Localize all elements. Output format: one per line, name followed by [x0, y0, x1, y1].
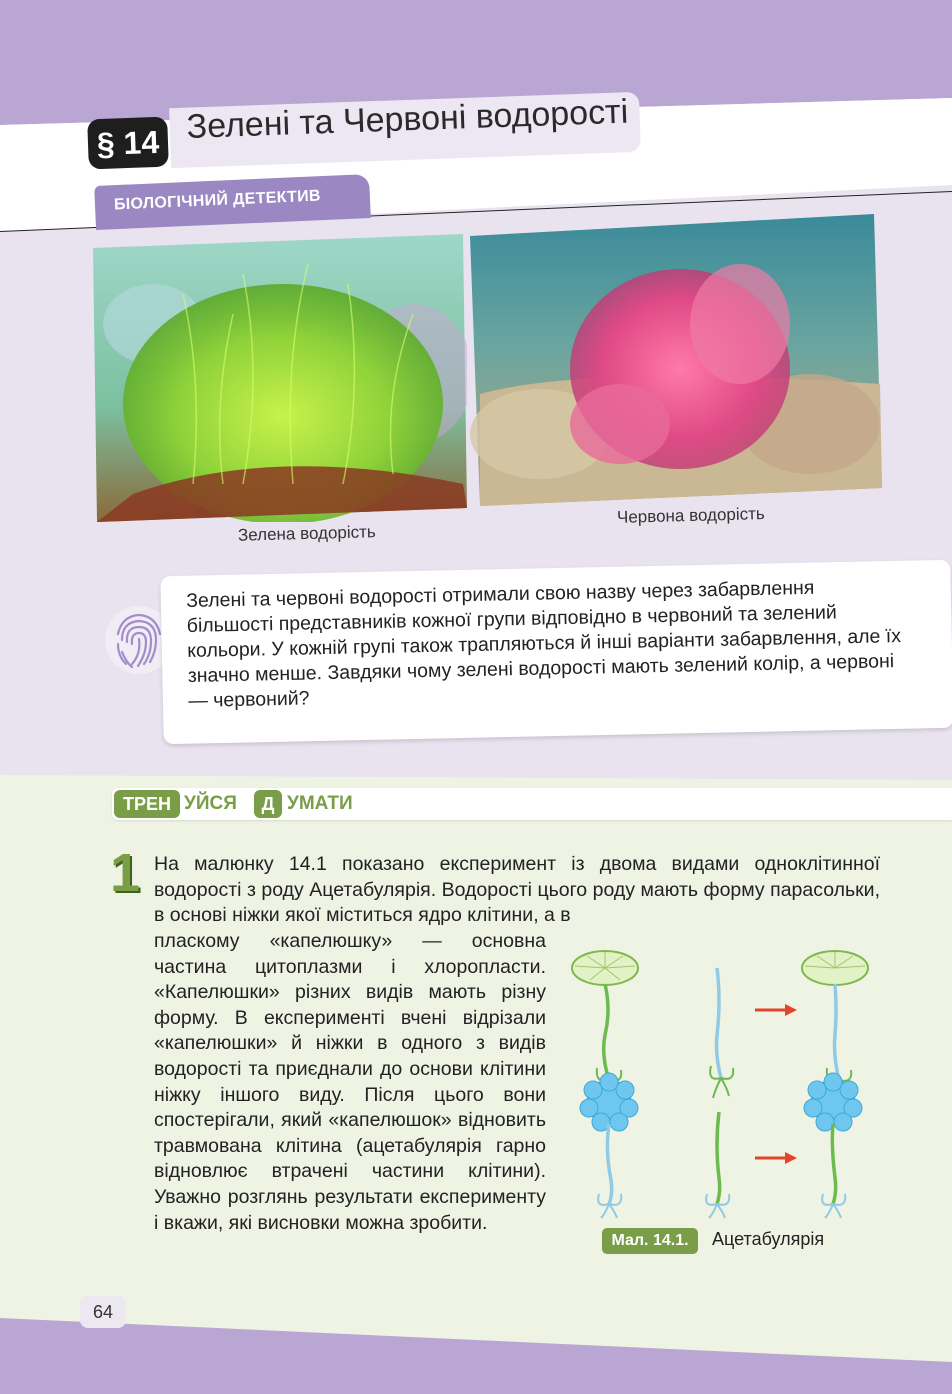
green-algae-caption: Зелена водорість — [237, 522, 376, 545]
page-title: Зелені та Червоні водорості — [186, 92, 629, 146]
page-number: 64 — [80, 1296, 126, 1328]
detective-tab-label: БІОЛОГІЧНИЙ ДЕТЕКТИВ — [113, 187, 322, 214]
figure-label: Мал. 14.1. — [602, 1228, 698, 1254]
red-algae-photo — [470, 214, 882, 506]
think-pill: Д — [254, 790, 282, 818]
section-badge: § 14 — [87, 117, 169, 170]
cell-stalk-middle-bottom — [706, 1112, 729, 1218]
arrow-top — [755, 1004, 797, 1016]
figure-caption: Ацетабулярія — [712, 1229, 825, 1249]
green-algae-photo — [93, 234, 467, 522]
cell-blue-cap-right — [804, 1073, 862, 1218]
task-text-intro: На малюнку 14.1 показано експеримент із двома видами одноклітинної водорості з роду Ацетабулярія. Водорості цього роду мають форму парасольки, в основі ніжки якої міститься ядро клітини, а в — [154, 853, 880, 926]
red-algae-caption: Червона водорість — [616, 504, 765, 527]
task-number: 1 — [110, 843, 141, 903]
arrow-bottom — [755, 1152, 797, 1164]
train-word: УЙСЯ — [184, 793, 237, 814]
task-text-body: пласкому «капелюшку» — основна частина цитоплазми і хлоропласти. «Капелюшки» різних видів мають різну форму. В експерименті вчені відрізали «капелюшки» й ніжки в одного з видів водорості та приєднали до основи клітини ніжку іншого виду. Після цього вони спостерігали, який «капелюшок» відновить травмована клітина (ацетабулярія гарно відновлює втрачені частини клітини). Уважно розглянь результати експерименту і вкажи, які висновки можна зробити. — [154, 930, 546, 1234]
train-pill: ТРЕН — [114, 790, 180, 818]
cell-stalk-middle-top — [710, 968, 733, 1098]
note-text: Зелені та червоні водорості отримали свою назву через забарвлення більшості представників кожної групи відповідно в червоний та зелений кольори. У кожній групі також трапляються й інші варіанти забарвлення, але їх значно менше. Завдяки чому зелені водорості мають зелений колір, а червоні — червоний? — [186, 576, 902, 712]
section-bar — [112, 788, 952, 820]
acetabularia-figure — [565, 940, 895, 1220]
cell-blue-cap-left — [580, 1073, 638, 1218]
think-word: УМАТИ — [287, 793, 353, 814]
